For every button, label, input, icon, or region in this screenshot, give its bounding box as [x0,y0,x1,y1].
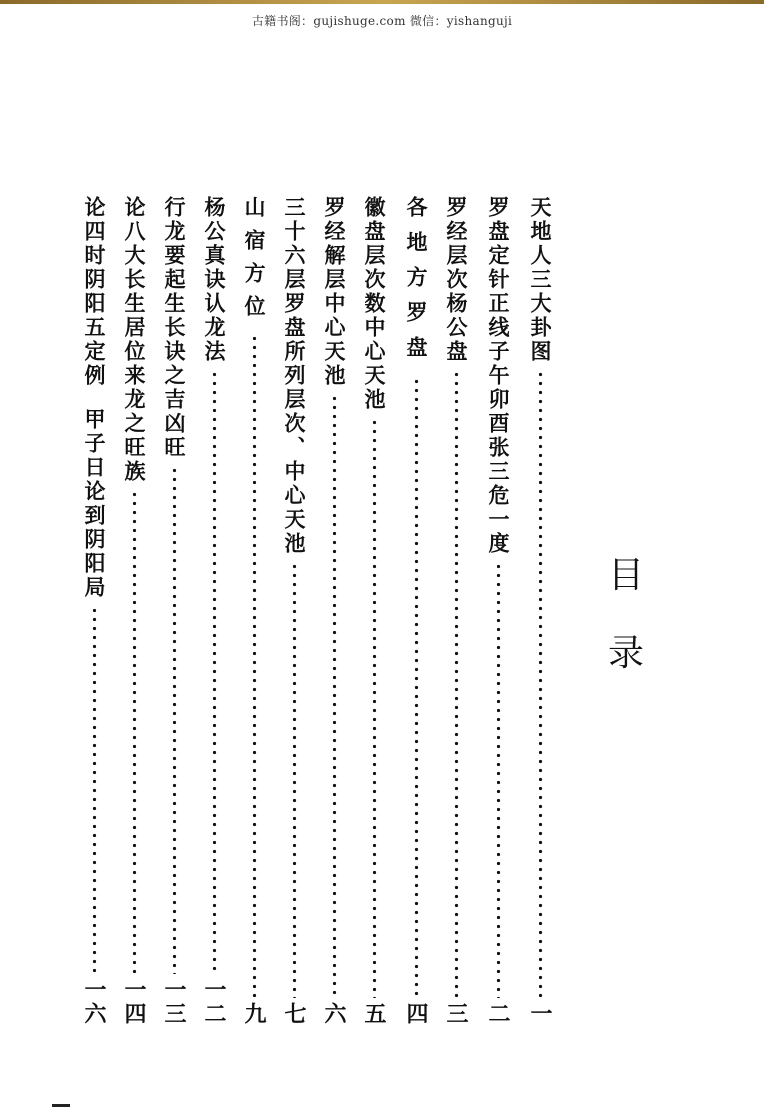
dot-leader [292,562,297,998]
dot-leader [332,394,337,998]
toc-entry[interactable] [196,196,232,1026]
entry-page: 四 [403,1002,429,1026]
toc-entry[interactable] [236,196,272,1026]
toc-entry[interactable] [398,196,434,1026]
entry-title: 三十六层罗盘所列层次、中心天池 [282,196,307,556]
scan-mark [52,1104,70,1107]
entry-page: 一六 [81,978,107,1026]
entry-page: 二 [485,1002,511,1026]
entry-page: 一二 [201,978,227,1026]
dot-leader [92,606,97,974]
entry-title: 天地人三大卦图 [528,196,553,364]
entry-title: 罗经解层中心天池 [322,196,347,388]
entry-page: 三 [443,1002,469,1026]
entry-page: 九 [241,1002,267,1026]
dot-leader [454,370,459,998]
title-char-2: 录 [607,633,644,674]
toc-entry[interactable] [276,196,312,1026]
top-border [0,0,764,4]
entry-title: 罗盘定针正线子午卯酉张三危一度 [486,196,511,556]
dot-leader [496,562,501,998]
toc-entry[interactable] [522,196,558,1026]
dot-leader [252,334,257,998]
entry-title: 杨公真诀认龙法 [202,196,227,364]
watermark: 古籍书阁：gujishuge.com 微信：yishanguji [251,14,513,28]
toc-entry[interactable] [116,196,152,1026]
entry-title: 行龙要起生长诀之吉凶旺 [162,196,187,460]
toc-entry[interactable] [76,196,112,1026]
dot-leader [538,370,543,998]
entry-page: 一 [527,1002,553,1026]
toc-entry[interactable] [156,196,192,1026]
toc-entry[interactable] [356,196,392,1026]
dot-leader [172,466,177,974]
entry-page: 一三 [161,978,187,1026]
entry-title: 山宿方位 [242,196,267,328]
toc-entry[interactable] [438,196,474,1026]
entry-page: 六 [321,1002,347,1026]
dot-leader [414,377,419,998]
dot-leader [132,490,137,974]
entry-title: 徽盘层次数中心天池 [362,196,387,412]
entry-title: 罗经层次杨公盘 [444,196,469,364]
title-char-1: 目 [607,555,644,596]
entry-title: 各地方罗盘 [404,196,429,371]
toc-entry[interactable] [316,196,352,1026]
toc-entry[interactable] [480,196,516,1026]
dot-leader [372,418,377,998]
entry-subtitle: 甲子日论到阴阳局 [82,408,107,600]
entry-page: 五 [361,1002,387,1026]
entry-page: 七 [281,1002,307,1026]
entry-title: 论八大长生居位来龙之旺族 [122,196,147,484]
toc-title [602,552,650,678]
entry-title: 论四时阴阳五定例 [82,196,107,388]
entry-page: 一四 [121,978,147,1026]
dot-leader [212,370,217,974]
